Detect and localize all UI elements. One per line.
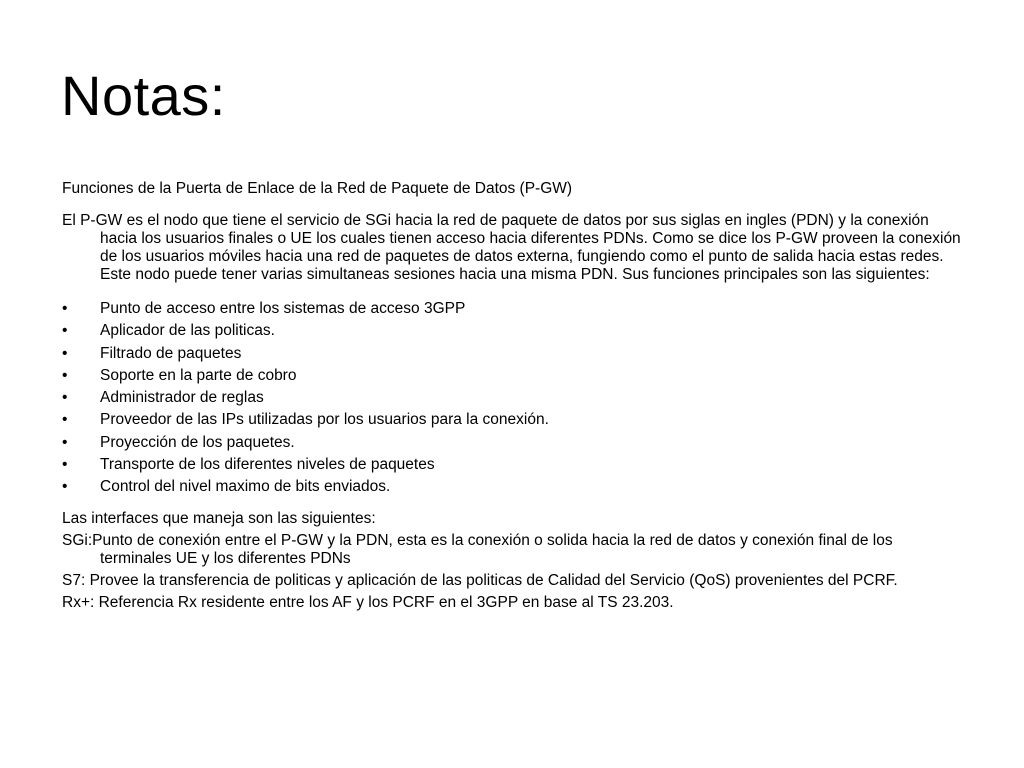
list-item-text: Administrador de reglas [100, 389, 264, 407]
list-item [62, 478, 962, 496]
interface-s7: S7: Provee la transferencia de politicas y aplicación de las politicas de Calidad del Servicio (QoS) provenientes del PCRF. [62, 572, 898, 590]
list-item [62, 389, 962, 407]
bullet-icon: • [62, 411, 68, 429]
list-item [62, 411, 962, 429]
interface-sgi: SGi:Punto de conexión entre el P-GW y la PDN, esta es la conexión o solida hacia la red de datos y conexión final de los terminales UE y los diferentes PDNs [62, 532, 893, 568]
bullet-icon: • [62, 478, 68, 496]
slide-title: Notas: [61, 64, 226, 127]
bullet-icon: • [62, 389, 68, 407]
section-subtitle: Funciones de la Puerta de Enlace de la Red de Paquete de Datos (P-GW) [62, 180, 573, 197]
bullet-icon: • [62, 366, 68, 384]
bullet-icon: • [62, 322, 68, 340]
functions-list [62, 300, 962, 496]
list-item-text: Proveedor de las IPs utilizadas por los usuarios para la conexión. [100, 411, 549, 429]
list-item [62, 300, 962, 318]
interfaces-heading: Las interfaces que maneja son las siguientes: [62, 510, 376, 528]
slide-body [62, 180, 962, 616]
list-item [62, 345, 962, 363]
list-item [62, 367, 962, 385]
bullet-icon: • [62, 300, 68, 317]
list-item-text: Aplicador de las politicas. [100, 322, 275, 340]
interface-rx: Rx+: Referencia Rx residente entre los AF y los PCRF en el 3GPP en base al TS 23.203. [62, 594, 674, 612]
bullet-icon: • [62, 344, 68, 362]
list-item-text: Control del nivel maximo de bits enviados. [100, 478, 391, 496]
list-item-text: Filtrado de paquetes [100, 344, 242, 362]
list-item-text: Soporte en la parte de cobro [100, 366, 297, 384]
bullet-icon: • [62, 456, 68, 474]
list-item-text: Punto de acceso entre los sistemas de acceso 3GPP [100, 300, 466, 317]
list-item-text: Transporte de los diferentes niveles de paquetes [100, 456, 435, 474]
bullet-icon: • [62, 433, 68, 451]
intro-paragraph: El P-GW es el nodo que tiene el servicio de SGi hacia la red de paquete de datos por sus siglas en ingles (PDN) y la conexión hacia los usuarios finales o UE los cuales tienen acceso hacia diferentes PDNs. Como se dice los P-GW proveen la conexión de los usuarios móviles hacia una red de paquetes de datos externa, fungiendo como el punto de salida hacia estas redes. Este nodo puede tener varias simultaneas sesiones hacia una misma PDN. Sus funciones principales son las siguientes: [62, 212, 961, 283]
list-item-text: Proyección de los paquetes. [100, 433, 295, 451]
list-item [62, 434, 962, 452]
list-item [62, 456, 962, 474]
list-item [62, 322, 962, 340]
